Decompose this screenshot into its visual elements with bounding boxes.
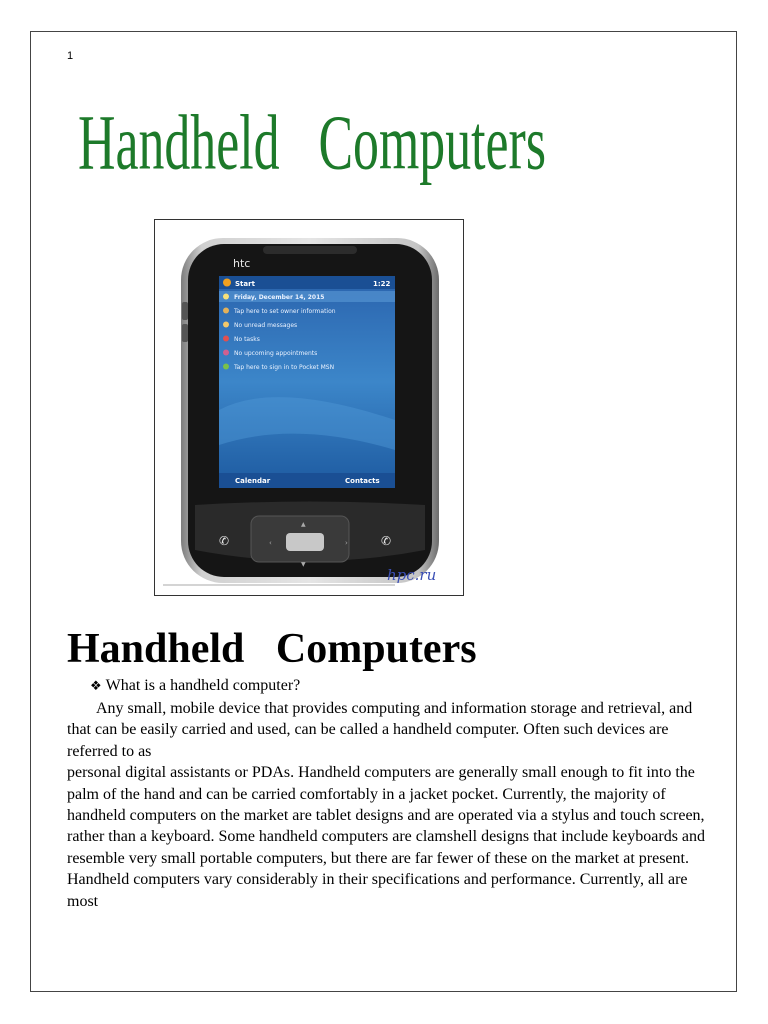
calendar-icon	[223, 294, 229, 300]
wordart-title	[78, 99, 558, 186]
today-item-msn: Tap here to sign in to Pocket MSN	[234, 364, 335, 371]
svg-text:▲: ▲	[301, 521, 306, 528]
bullet-item	[90, 676, 300, 696]
msn-icon	[223, 364, 229, 370]
today-item-tasks: No tasks	[234, 336, 260, 343]
today-item-date: Friday, December 14, 2015	[234, 294, 325, 301]
svg-text:▼: ▼	[301, 561, 306, 568]
device-photo	[154, 219, 464, 596]
htc-pda-illustration	[155, 220, 465, 597]
brand-logo: htc	[233, 257, 251, 270]
body-paragraph	[67, 698, 717, 912]
page-number: 1	[67, 50, 74, 62]
today-item-owner: Tap here to set owner information	[234, 308, 336, 315]
svg-text:‹: ‹	[269, 539, 272, 547]
windows-start-icon	[223, 279, 231, 287]
paragraph-line1: Any small, mobile device that provides computing and information storage and retrieval, and that can be easily carried and used, can be called a handheld computer. Often such devices are referred to as	[67, 700, 693, 760]
tasks-icon	[223, 336, 229, 342]
today-item-appointments: No upcoming appointments	[234, 350, 318, 357]
appointments-icon	[223, 350, 229, 356]
owner-icon	[223, 308, 229, 314]
call-icon: ✆	[219, 534, 230, 548]
softkey-left: Calendar	[235, 477, 271, 485]
status-time: 1:22	[373, 280, 391, 288]
bullet-text: What is a handheld computer?	[105, 677, 301, 694]
today-item-messages: No unread messages	[234, 322, 298, 329]
svg-text:›: ›	[345, 539, 348, 547]
status-start: Start	[235, 280, 255, 288]
end-call-icon: ✆	[381, 534, 392, 548]
section-heading: Handheld Computers	[67, 626, 477, 672]
watermark: hpc.ru	[387, 566, 437, 584]
paragraph-line2: personal digital assistants or PDAs. Handheld computers are generally small enough to fit into the palm of the hand and can be carried comfortably in a jacket pocket. Currently, the majority of handheld computers on the market are tablet designs and are operated via a stylus and touch screen, rather than a keyboard. Some handheld computers are clamshell designs that include keyboards and resemble very small portable computers, but there are far fewer of these on the market at present. Handheld computers vary considerably in their specifications and performance. Currently, all are most	[67, 764, 706, 910]
softkey-right: Contacts	[345, 477, 380, 485]
messages-icon	[223, 322, 229, 328]
diamond-bullet-icon: ❖	[90, 678, 102, 693]
wordart-title-text: Handheld Computers	[78, 99, 546, 186]
dpad-center-button	[286, 533, 324, 551]
